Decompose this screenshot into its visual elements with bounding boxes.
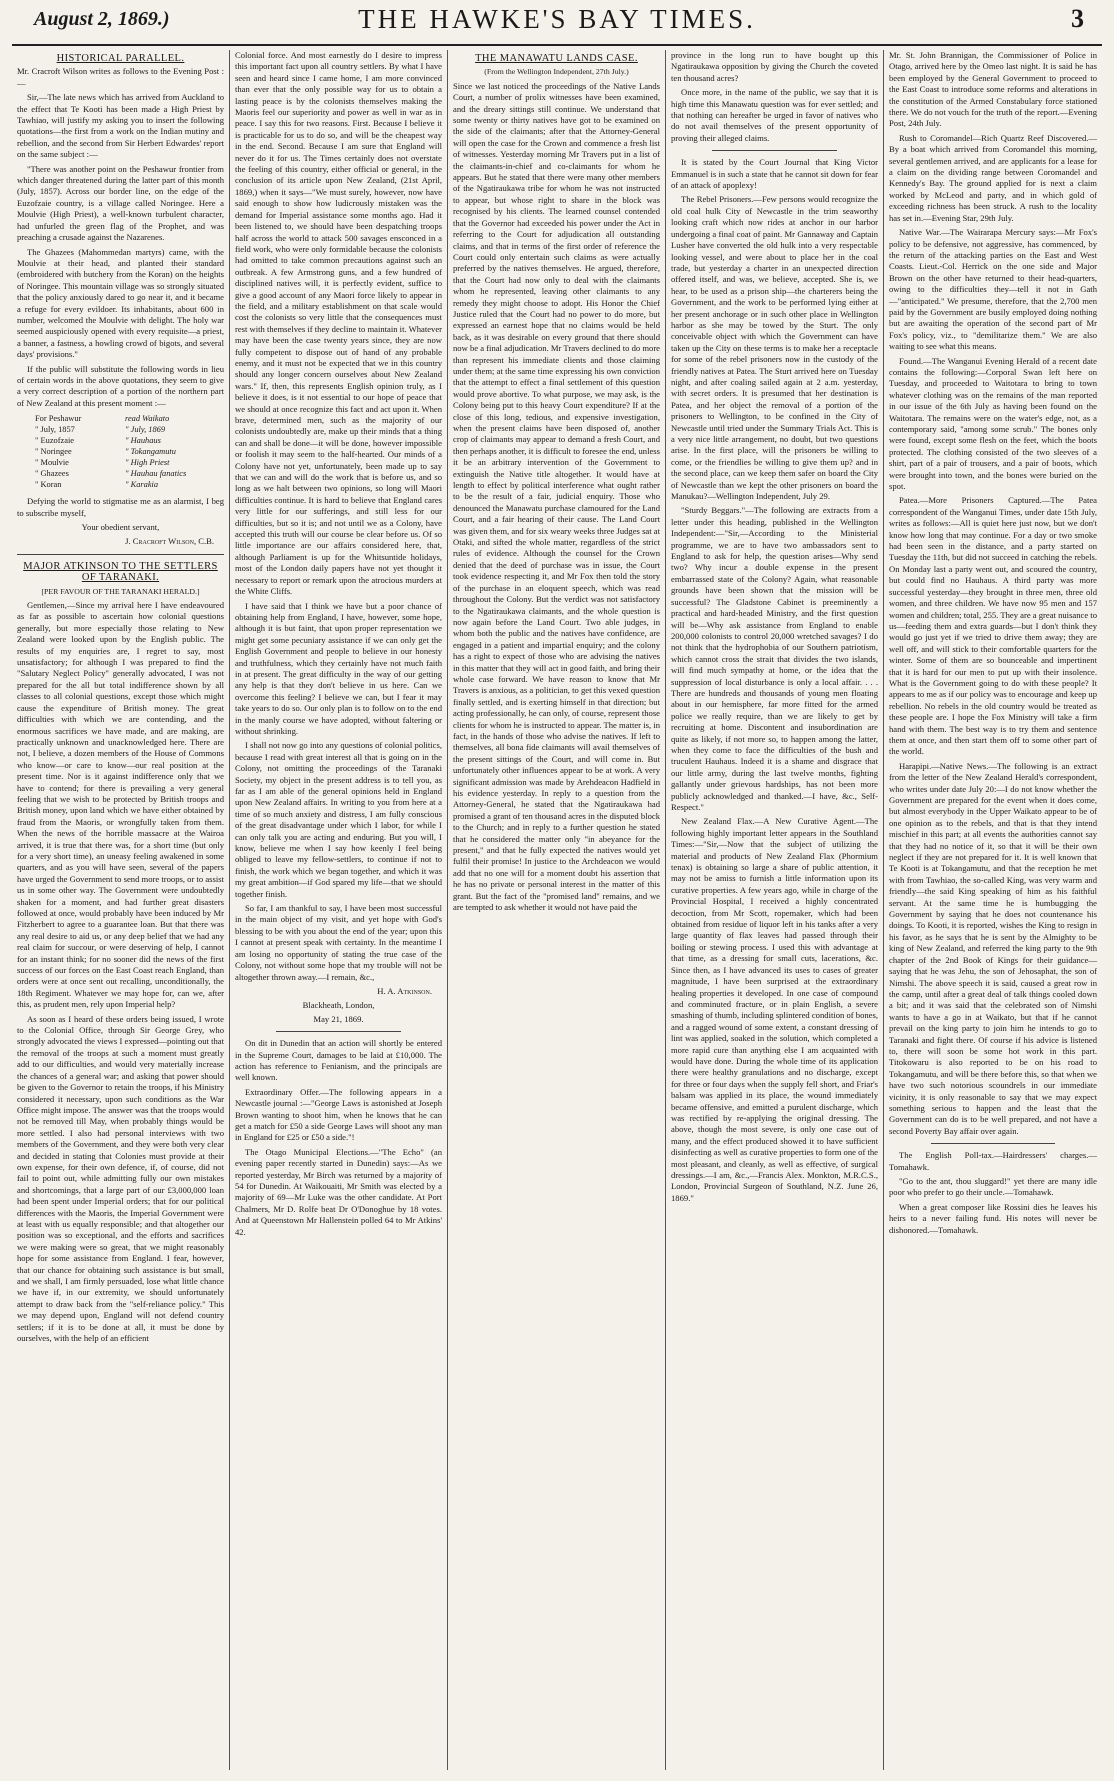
- news-item: On dit in Dunedin that an action will shortly be entered in the Supreme Court, damages to be laid at £10,000. The action has reference to Fenianism, and the principals are well known.: [235, 1038, 442, 1083]
- list-item: " Noringee " Tokangamutu: [35, 447, 176, 457]
- issue-date: August 2, 1869.): [34, 8, 170, 30]
- signature: J. Cracroft Wilson, C.B.: [125, 536, 214, 547]
- substitution-list: [35, 413, 224, 490]
- article-paragraph: So far, I am thankful to say, I have been most successful in the main object of my visit, and yet hope with God's blessing to be with you about the end of the year; upon this I cannot at present speak with certainty. In the meantime I am losing no opportunity of stating the true case of the Colony, not without some hope that my trouble will not be altogether thrown away.—I remain, &c.,: [235, 903, 442, 982]
- article-paragraph: Defying the world to stigmatise me as an alarmist, I beg to subscribe myself,: [17, 496, 224, 518]
- article-heading-historical-parallel: HISTORICAL PARALLEL.: [56, 53, 185, 64]
- news-item: The Otago Municipal Elections.—"The Echo" (an evening paper recently started in Dunedin) says:—As we reported yesterday, Mr Birch was returned by a majority of 54 for Dunedin. At Waikouaiti, Mr Smith was elected by a majority of 69—Mr Luke was the other candidate. At Port Chalmers, Mr D. Rolfe beat Dr O'Donoghue by 18 votes. And at Queenstown Mr Hallenstein polled 64 to Mr Atkins' 42.: [235, 1146, 442, 1237]
- newspaper-title: THE HAWKE'S BAY TIMES.: [358, 4, 756, 34]
- article-paragraph: Mr. Cracroft Wilson writes as follows to the Evening Post :—: [17, 66, 224, 88]
- column-1: [12, 50, 230, 1770]
- article-paragraph: I shall not now go into any questions of colonial politics, because I read with great interest all that is going on in the Colony, not omitting the proceedings of the Taranaki Society, my object in the present address is to tell you, as far as I am able of the general opinions held in England upon New Zealand affairs. In writing to you from here at a time of so much anxiety and distress, I am fully conscious of the great disadvantage under which I labor, for while I can only talk you are acting and enduring. But you will, I know, believe me when I say how keenly I feel being obliged to leave my fellow-settlers, to continue if not to finish, the work which we began together, and which it was my great ambition—if God spared my life—that we should together finish.: [235, 740, 442, 899]
- news-item: Found.—The Wanganui Evening Herald of a recent date contains the following:—Corporal Swan left here on Tuesday, and proceeded to Waitotara to bring to town whatever clothing was on the remains of the man reported in our issue of the 6th July as having been found on the Waitotara. The remains were on the water's edge, not, as a contemporary said, "among some scrub." The bones only were found, except some flesh on the feet, which the boots protected. The clothing consisted of the two sleeves of a shirt, part of a pair of trousers, and a pair of boots, which were brought into town, and the bones were buried on the spot.: [889, 355, 1097, 492]
- article-paragraph: The Ghazees (Mahommedan martyrs) came, with the Moulvie at their head, and planted their standard (embroidered with butchery from the Koran) on the heights of Noringee. This mountain village was so strongly situated that the policy anxiously dared to go near it, and it became a refuge for every evildoer. Its inhabitants, about 600 in number, welcomed the Moulvie with delight. The holy war seemed auspiciously opened with every requisite—a priest, a banner, a fastness, a howling crowd of bigots, and several days' provisions.": [17, 246, 224, 360]
- news-item: It is stated by the Court Journal that King Victor Emmanuel is in such a state that he cannot sit down for fear of an attack of apoplexy!: [671, 157, 878, 191]
- list-item: " Euzofzaie " Hauhaus: [35, 436, 161, 446]
- article-paragraph: Since we last noticed the proceedings of the Native Lands Court, a number of prolix witnesses have been examined, and the dreary sittings still continue. We understand that some twenty or thirty natives have got to be examined on the side of the claimants; after that the Attorney-General will open the case for the Crown and commence a fresh list of witnesses. Yesterday morning Mr Travers put in a list of the claimants-in-chief and co-claimants for whom he appears. But he stated that there were many other members of the Ngatiraukawa tribe for whom he was not instructed to appear, but whose right to share in the block was recognised by his clients. The learned counsel contended that the Governor had exceeded his power under the Act in referring to the Court for adjudication all outstanding claims, and that in terms of the first order of reference the Court could only entertain such claims as were actually preferred by the natives themselves. He argued, therefore, that the Court had now only to deal with the claimants whom he represented, leaving other claimants to any remedy they might choose to adopt. His Honor the Chief Justice ruled that the Court had no power to do more, but expressed an earnest hope that no claims would be held back, as it was desirable on every ground that there should now be a final adjudication. Mr Travers declined to do more than represent his immediate clients and those claiming under them; at the same time expressing his own conviction that the attempt to effect a final settlement of this question would prove abortive. To what purpose, we may ask, is the Colony being put to this heavy Court expenditure? If at the close of this long, tedious, and expensive investigation, when the present claims have been disposed of, another crop of claimants may appear to demand a fresh Court, and then perhaps another, it is difficult to foresee the end, unless it be an arbitrary intervention of the Government to extinguish the Native title altogether. It would have at length to effect by political interference what ought rather to be the result of a fair, judicial enquiry. Those who denounced the Manawatu purchase clamoured for the Land Court, and a fair hearing of their cause. The Land Court was given them, and for six weary weeks three Judges sat at Otaki, and sifted the whole matter, regardless of the strict rules of evidence. Although the counsel for the Crown denied that the deed of purchase was in issue, the Court took evidence respecting it, and Mr Fox then told the story of the purchase in an eloquent speech, which was read throughout the Colony. But the verdict was not satisfactory to the Ngatiraukawa claimants, and the whole question is now again before the Land Court. Two able judges, in whom both the public and the natives have confidence, are engaged in a patient and impartial enquiry; and the colony has a right to expect of those who are advising the natives in this matter that they will act in good faith, and bring their whole case forward. We have reason to know that Mr Travers is anxious, as a politician, to get this vexed question finally settled, and is exerting himself in that direction; but acting professionally, he can only, of course, represent those clients for whom he is instructed to appear. The matter is, in fact, in the hands of those who advise the natives. If left to themselves, all bona fide claimants will avail themselves of the present sittings of the Court, and will come in. But unfortunately other influences appear to be at work. A very significant admission was made by Arehdeacon Hadfield in his evidence yesterday. In reply to a question from the Attorney-General, he stated that the Ngatiraukawa had promised a grant of ten thousand acres in the disputed block to the Church; and in reply to a further question he stated that he considered the matter only "in abeyance for the present," and that he fully expected the natives would yet fulfil their promise! In justice to the Archdeacon we would add that no one will for a moment doubt his assertion that he has no private or personal interest in the matter of this grant. But the fact of the "promised land" remains, and we are tempted to ask whether it would not have paid the: [453, 80, 660, 913]
- signature-date: May 21, 1869.: [313, 1013, 364, 1024]
- article-heading-manawatu: THE MANAWATU LANDS CASE.: [475, 53, 638, 64]
- column-4: [666, 50, 884, 1770]
- news-item: Harapipi.—Native News.—The following is an extract from the letter of the New Zealand Herald's correspondent, who writes under date July 20:—I do not know whether the Government are prepared for the event when it does come, but almost everybody in the Upper Waikato appear to be of one opinion as to the rebels, and that is that they intend mischief in this part; at all events the authorities cannot say that they had no notice of it, so that it will be their own neglect if they are not prepared for it. It is well known that Te Kooti is at Tokangamutu, and that the reception he met with from Tawhiao, the so-called King, was very warm and friendly—the said King speaking of him as his faithful servant. At the same time he is humbugging the Government by saying that he does not countenance his doings. To Kooti, it is reported, wishes the King to resign in his favor, as he says that he is sent by the Almighty to be king of New Zealand, and referred the king party to the 9th chapter of the 2nd Book of Kings for their guidance—saying that he was Jehu, the son of Jehosaphat, the son of Nimshi. The above speech it is said, caused a great row in the camp, until after a great deal of talk things cooled down a bit; and it was said that the celebrated son of Nimshi wants to have a go in at Waikato, but that if he cannot prevail on the king party to join him he intends to go to Taranaki and fight there. Of course if his advice is listened to, there will soon be some hot work in this part. Titokowaru is also reported to be on his road to Tokangamutu, and will be there before this, so that when we have two such notorious scoundrels in our immediate vicinity, it is only reasonable to say that we may expect something serious to happen and the least that the Government can do is to be well prepared, and not have a second Poverty Bay affair over again.: [889, 760, 1097, 1136]
- news-item: The Rebel Prisoners.—Few persons would recognize the old coal hulk City of Newcastle in the trim seaworthy looking craft which now rides at anchor in our harbor undergoing a final coat of paint. Mr Gannaway and Captain Lusher have converted the old hulk into a very respectable looking vessel, and were about to place her in the coal trade, but yesterday a charter in an unexpected direction offered itself, and was, we believe, accepted. She is, we hear, to be used as a prison ship—the charterers being the Government, and the work to be performed lying either at her present anchorage or in such other place in Wellington harbor as she may be towed by the Sturt. The only conceivable object with which the Government can have taken up the City on these terms is to make her a receptacle for some of the rebel prisoners now in the custody of the friendly natives at Patea. The Sturt arrived here on Tuesday night, and after coaling sailed again at 2 a.m. yesterday, with secret orders. It is presumed that her destination is Patea, and her object the removal of a portion of the prisoners to Wellington, to be confined in the City of Newcastle until tried under the Summary Trials Act. This is a very nice little arrangement, no doubt, but two questions arise. In the first place, will the prisoners be willing to come, or the friendlies be willing to give them up? and in the second place, can we keep them safer on board the City of Newcastle than we kept the other prisoners on board the Manukau?—Wellington Independent, July 29.: [671, 194, 878, 502]
- divider: [276, 1031, 400, 1032]
- article-paragraph: Sir,—The late news which has arrived from Auckland to the effect that Te Kooti has been made a High Priest by Tawhiao, will justify my asking you to insert the following quotations—the first from a work on the Indian mutiny and rebellion, and the second from Sir Herbert Edwardes' report on the same subject :—: [17, 92, 224, 160]
- list-header: For Peshawur read Waikato: [35, 414, 170, 424]
- divider: [17, 554, 224, 555]
- divider: [712, 150, 836, 151]
- news-item: Native War.—The Wairarapa Mercury says:—Mr Fox's policy to be defensive, not aggressive, has commenced, by the return of the attacking parties on the East and West Coasts. Lieut.-Col. Herrick on the one side and Major Brown on the other have returned to their head-quarters, owing to the difficulties they—tell it not in Gath—"anticipated." We presume, therefore, that the 2,700 men paid by the Government are busily employed doing nothing but are awaiting the operation of the second part of Mr Fox's policy, viz., to "demilitarize them." We are also waiting to see what this means.: [889, 227, 1097, 352]
- article-heading-major-atkinson: MAJOR ATKINSON TO THE SETTLERS OF TARANAKI.: [23, 560, 218, 584]
- article-paragraph: Once more, in the name of the public, we say that it is high time this Manawatu question was for ever settled; and that nothing can hereafter be urged in favor of natives who do not avail themselves of the present opportunity of proving their alleged claims.: [671, 87, 878, 143]
- news-item: New Zealand Flax.—A New Curative Agent.—The following highly important letter appears in the Southland Times:—"Sir,—Now that the subject of utilizing the material and products of New Zealand Flax (Phormium tenax) is obtaining so large a share of public attention, it may not be amiss to furnish a little information upon its curative properties. A few years ago, while in charge of the Provincial Hospital, I received a highly concentrated decoction, from Mr Scott, ropemaker, which had been obtained from residue of liquor left in his tanks after a very large quantity of flax leaves had passed through their boiling or stewing process. I used this with advantage at that time, as a dressing for small cuts, lacerations, &c. Since then, as I have advanced its uses to cases of greater magnitude, I have been surprised at the extraordinary healing properties it developed. In one case of compound and comminuted fracture, or in plain English, a severe smashing of thumb, including splintered condition of bones, and a ragged wound of some extent, a constant dressing of lint was applied, soaked in the solution, which completed a more rapid cure than anything else I am acquainted with would have done. During the whole time of its application there were healthy granulations and no discharge, except for three or four days when the supply fell short, and Friar's balsam was applied in its place, the wound immediately became offensive, and emitted a purulent discharge, which was rectified by re-applying the original dressing. The above, though the most severe, is only one case out of many, and the effect produced showed it to have sufficient disinfecting as well as curative properties to form one of the most pleasant, and cleanly, as well as effective, of surgical dressings.—I am, &c.,—Francis Alex. Monkton, M.R.C.S., London, Provincial Surgeon of Southland, N.Z. June 26, 1869.": [671, 816, 878, 1203]
- news-item: Extraordinary Offer.—The following appears in a Newcastle journal :—"George Laws is astonished at Joseph Brown wanting to shoot him, when he knows that he can get a match for £50 a side George Laws will shoot any man in England for £25 or £50 a side."!: [235, 1086, 442, 1143]
- list-item: " Moulvie " High Priest: [35, 458, 170, 468]
- article-source: [PER FAVOUR OF THE TARANAKI HERALD.]: [41, 586, 200, 596]
- news-item: Patea.—More Prisoners Captured.—The Patea correspondent of the Wanganui Times, under date 15th July, writes as follows:—All is quiet here just now, but we don't know how long that may continue. For a day or two smoke had been seen in the distance, and a party started on Tuesday the 11th, but did not succeed in catching the rebels. On Monday last a party went out, and scoured the country, but could find no Hauhaus. A third party was more successful yesterday—they brought in three men, three old women, and three children. We have now 95 men and 157 women and children; total, 255. They are a great nuisance to us—feeding them and extra guards—but I don't think they would go just yet if we tried to drive them away; they are well off, and will stick to their comfortable quarters for the winter. Some of them are so bounceable and impertinent that it is hard for our men to put up with their insolence. What is the Government going to do with these people? It appears to me as if our policy was to encourage and keep up rebellion. No rebels in the old country would be treated as these people are. I hope the Fox Ministry will take a firm hand with them. The best way is to try them and sentence them at once, and then start them off to some other part of the world.: [889, 495, 1097, 757]
- column-2: [230, 50, 448, 1770]
- closing: Your obedient servant,: [81, 522, 160, 532]
- news-item: When a great composer like Rossini dies he leaves his heirs to a never failing fund. His notes will never be dishonored.—Tomahawk.: [889, 1201, 1097, 1235]
- signature: H. A. Atkinson.: [377, 985, 432, 996]
- masthead: [12, 0, 1102, 46]
- column-5: [884, 50, 1102, 1770]
- news-item: The English Poll-tax.—Hairdressers' charges.—Tomahawk.: [889, 1150, 1097, 1172]
- news-item: "Go to the ant, thou sluggard!" yet there are many idle poor who prefer to go their uncle.—Tomahawk.: [889, 1176, 1097, 1198]
- news-item: Rush to Coromandel—Rich Quartz Reef Discovered.—By a boat which arrived from Coromandel this morning, several gentlemen arrived, and are applicants for a lease for a claim on the dividing range between Coromandel and Kennedy's Bay. The ground applied for is next a claim worked by McLeod and party, and in which gold of exceeding richness has been struck. A rush to the locality has set in.—Evening Star, 29th July.: [889, 132, 1097, 223]
- column-3: [448, 50, 666, 1770]
- article-paragraph: province in the long run to have bought up this Ngatiraukawa opposition by giving the Church the coveted ten thousand acres?: [671, 50, 878, 83]
- article-paragraph: Gentlemen,—Since my arrival here I have endeavoured as far as possible to ascertain how colonial questions generally, but more especially those relating to New Zealand were looked upon by the English public. The results of my enquiries are, I regret to say, most unsatisfactory; for although I was prepared to find the "Salutary Neglect Policy" generally advocated, I was not prepared for the all but total indifference shown by all classes to all colonial questions, except those which might cause the expenditure of British money. The great difficulties with which we are contending, and the enormous sacrifices we have made, and are making, are practically unknown and unacknowledged here. There are not, I believe, a dozen members of the House of Commons who know—or care to know—our real position at the present time. Nor is it against indifference only that we have to contend; for there is prevailing a very general feeling that we wish to be protected by British troops and British money, upon land which we have either obtained by fraud from the Maoris, or wrongfully taken from them. When the news of the horrible massacre at the Wairoa arrived, it is true that there was, for a short time (but only for a very short time), an uneasy feeling awakened in some quarters, and as you will have seen, several of the papers have urged the Government to send more troops, or to assist us in some other way. The Government were undoubtedly shaken for a moment, and had further great disasters followed at once, would probably have been induced by Mr Fitzherbert to agree to a guarantee loan. But that there was any real desire to aid us, or any deep belief that we had any real claim for succour, or were deserving of help, I cannot for an instant think; for no sooner did the news of the first success of our forces on the East Coast reach England, than orders were at once sent out recalling, unconditionally, the 18th Regiment. Whatever we may hope for, can we, after this, as prudent men, rely upon Imperial help?: [17, 600, 224, 1010]
- signature-place: Blackheath, London,: [302, 1000, 375, 1011]
- article-paragraph: I have said that I think we have but a poor chance of obtaining help from England, I have, however, some hope, although it is but faint, that upon proper representation we might get some pecuniary assistance if we can only get the English Government and people to believe in our honesty and truthfulness, which they certainly have not much faith in at present. The great difficulty in the way of our getting any help is that they don't believe in us here. Can we overcome this feeling? I believe we can, but I fear it may take years to do so. Our only plan is to follow on to the end in the manly course we have adopted, without faltering or without shrinking.: [235, 600, 442, 736]
- article-paragraph: As soon as I heard of these orders being issued, I wrote to the Colonial Office, through Sir George Grey, who strongly advocated the views I expressed—pointing out that the removal of the troops at such a moment must greatly add to our difficulties, and would very materially increase the chances of a general war; and asking that power should be given to the Governor to retain the troops, if his Ministry considered it necessary, upon such conditions as the War Office might impose. The answer was that the troops would not be removed till May, when probably things would be more settled. I also had personal interviews with two members of the Government, and they were both very clear and decided in stating that Colonies must provide at their own expense, for their own defence, if, of course, did not fail to point out, while admitting fully our own mistakes and shortcomings, that a large part of our £3,000,000 loan had been spent under Imperial orders; that for our political differences with the Maoris, the Imperial Government were at least with us equally responsible; and that altogether our position was so exceptional, and the efforts and sacrifices we were making were so great, that we might reasonably hope for some assistance from England. I fear, however, that our chance for obtaining such assistance is but small, and we shall, I am firmly persuaded, lose what little chance we have if, in our extremity, we should unfortunately attempt to draw back from the "self-reliance policy." This we may depend upon, England will not defend country settlers; if it is to be done at all, it must be done by ourselves, with the help of an efficient: [17, 1013, 224, 1344]
- list-item: " Koran " Karakia: [35, 480, 159, 490]
- news-item: "Sturdy Beggars."—The following are extracts from a letter under this heading, published in the Wellington Independent:—"Sir,—According to the Ministerial programme, we are to have two ambassadors sent to England to ask for help, the question arises—Why send two? Why incur a double expense in the present embarrassed state of the Colony? Again, what reasonable grounds have been shown that the mission will be successful? The Gladstone Cabinet is preeminently a practical and hard-headed Ministry, and the first question will be—Why ask assistance from England to enable 200,000 colonists to control 20,000 wretched savages? I do not think that the hydrophobia of our Southern patriotism, which cannot cross the strait that divides the two islands, will find much sympathy at home, or the idea that the suppression of local disturbance is only a local affair. . . . There are hundreds and thousands of young men floating about in our hemisphere, far more fitted for the armed police we really require, than we are likely to get by recruiting at home. Discontent and insubordination are quite as likely, if not more so, to happen among the latter, when they come to face the difficulties of the bush and truculent Hauhaus. Indeed it is a shame and disgrace that our little army, during the last twelve months, fighting gallantly under grievous hardships, has not been more publicly acknowledged and thanked.—I have, &c., Self-Respect.": [671, 505, 878, 812]
- article-source: (From the Wellington Independent, 27th July.): [484, 67, 629, 77]
- page-number: 3: [1071, 4, 1084, 33]
- news-item: Mr. St. John Brannigan, the Commissioner of Police in Otago, arrived here by the Omeo last night. It is said he has been employed by the General Government to proceed to the East Coast to introduce some reforms and alterations in the constitution of the Armed Constabulary force stationed there. We do not vouch for the truth of the report.—Evening Post, 24th July.: [889, 50, 1097, 129]
- list-item: " July, 1857 " July, 1869: [35, 425, 166, 435]
- divider: [931, 1143, 1056, 1144]
- article-paragraph: Colonial force. And most earnestly do I desire to impress this important fact upon all country settlers. By what I have seen and heard since I came home, I am more convinced than ever that the only possible way for us to obtain a lasting peace is by the colonists themselves making the Maoris feel our superiority and power as well in war as in peace. I say this for two reasons. First. Because I believe it is practicable for us to do so, and will be the cheapest way in the end. Second. Because I am sure that England will never do it for us. The Times certainly does not overstate the feeling of this country, either official or general, in the conclusion of its article upon New Zealand, (21st April, 1869,) when it says—"We must surely, however, now have said enough to show how ludicrously mistaken was the demand for Imperial assistance some months ago. Had it been listened to, we should have been despatching troops half across the world to attack 500 savages ensconced in a field work, who were only formidable because the colonists had omitted to take common precautions against such an outbreak. A few Armstrong guns, and a few hundred of disciplined natives will, it is perfectly evident, suffice to give a good account of any Maori force likely to appear in the field, and a military establishment on that scale would cost the colonists so very little that the consequences must rest with themselves if they decline to maintain it. Whatever may have been the case twenty years since, they are now fully competent to dispose out of hand of any probable enemy, and it must not be expected that we in this country should any longer concern ourselves about New Zealand wars." If, then, this represents English opinion truly, as I believe it does, is it not essential to our hope of peace that we should at once recognize this fact and act upon it. When brave, determined men, such as the majority of our colonists undoubtedly are, make up their minds that a thing can and shall be done—it will be done, however impossible or foolish it may seem to the half-hearted. Our minds of a Colony have not yet, unfortunately, been made up to say that we can and will do the work that is before us, and so long as we halt between two opinions, so long will Maori difficulties continue. It is hard to believe that England cares very little for our sufferings, and still less for our difficulties, but so it is; and not until we as a Colony, have accepted this truth will our course be clear before us. Of so little importance are our affairs considered here, that, although Parliament is up for the Whitsuntide holidays, most of the London daily papers have not yet thought it necessary to report or remark upon the atrocious murders at the White Cliffs.: [235, 50, 442, 597]
- list-item: " Ghazees " Hauhau fanatics: [35, 469, 187, 479]
- article-paragraph: If the public will substitute the following words in lieu of certain words in the above quotations, they seem to give a very correct description of a portion of the northern part of New Zealand at this present moment :—: [17, 363, 224, 408]
- article-paragraph: "There was another point on the Peshawur frontier from which danger threatened during the latter part of this month (July, 1857). Across our border line, on the edge of the Euzofzaie country, is a village called Noringee. Here a Moulvie (High Priest), a well-known turbulent character, had unfurled the green flag of the Prophet, and was preaching a crusade against the Nazarenes.: [17, 163, 224, 243]
